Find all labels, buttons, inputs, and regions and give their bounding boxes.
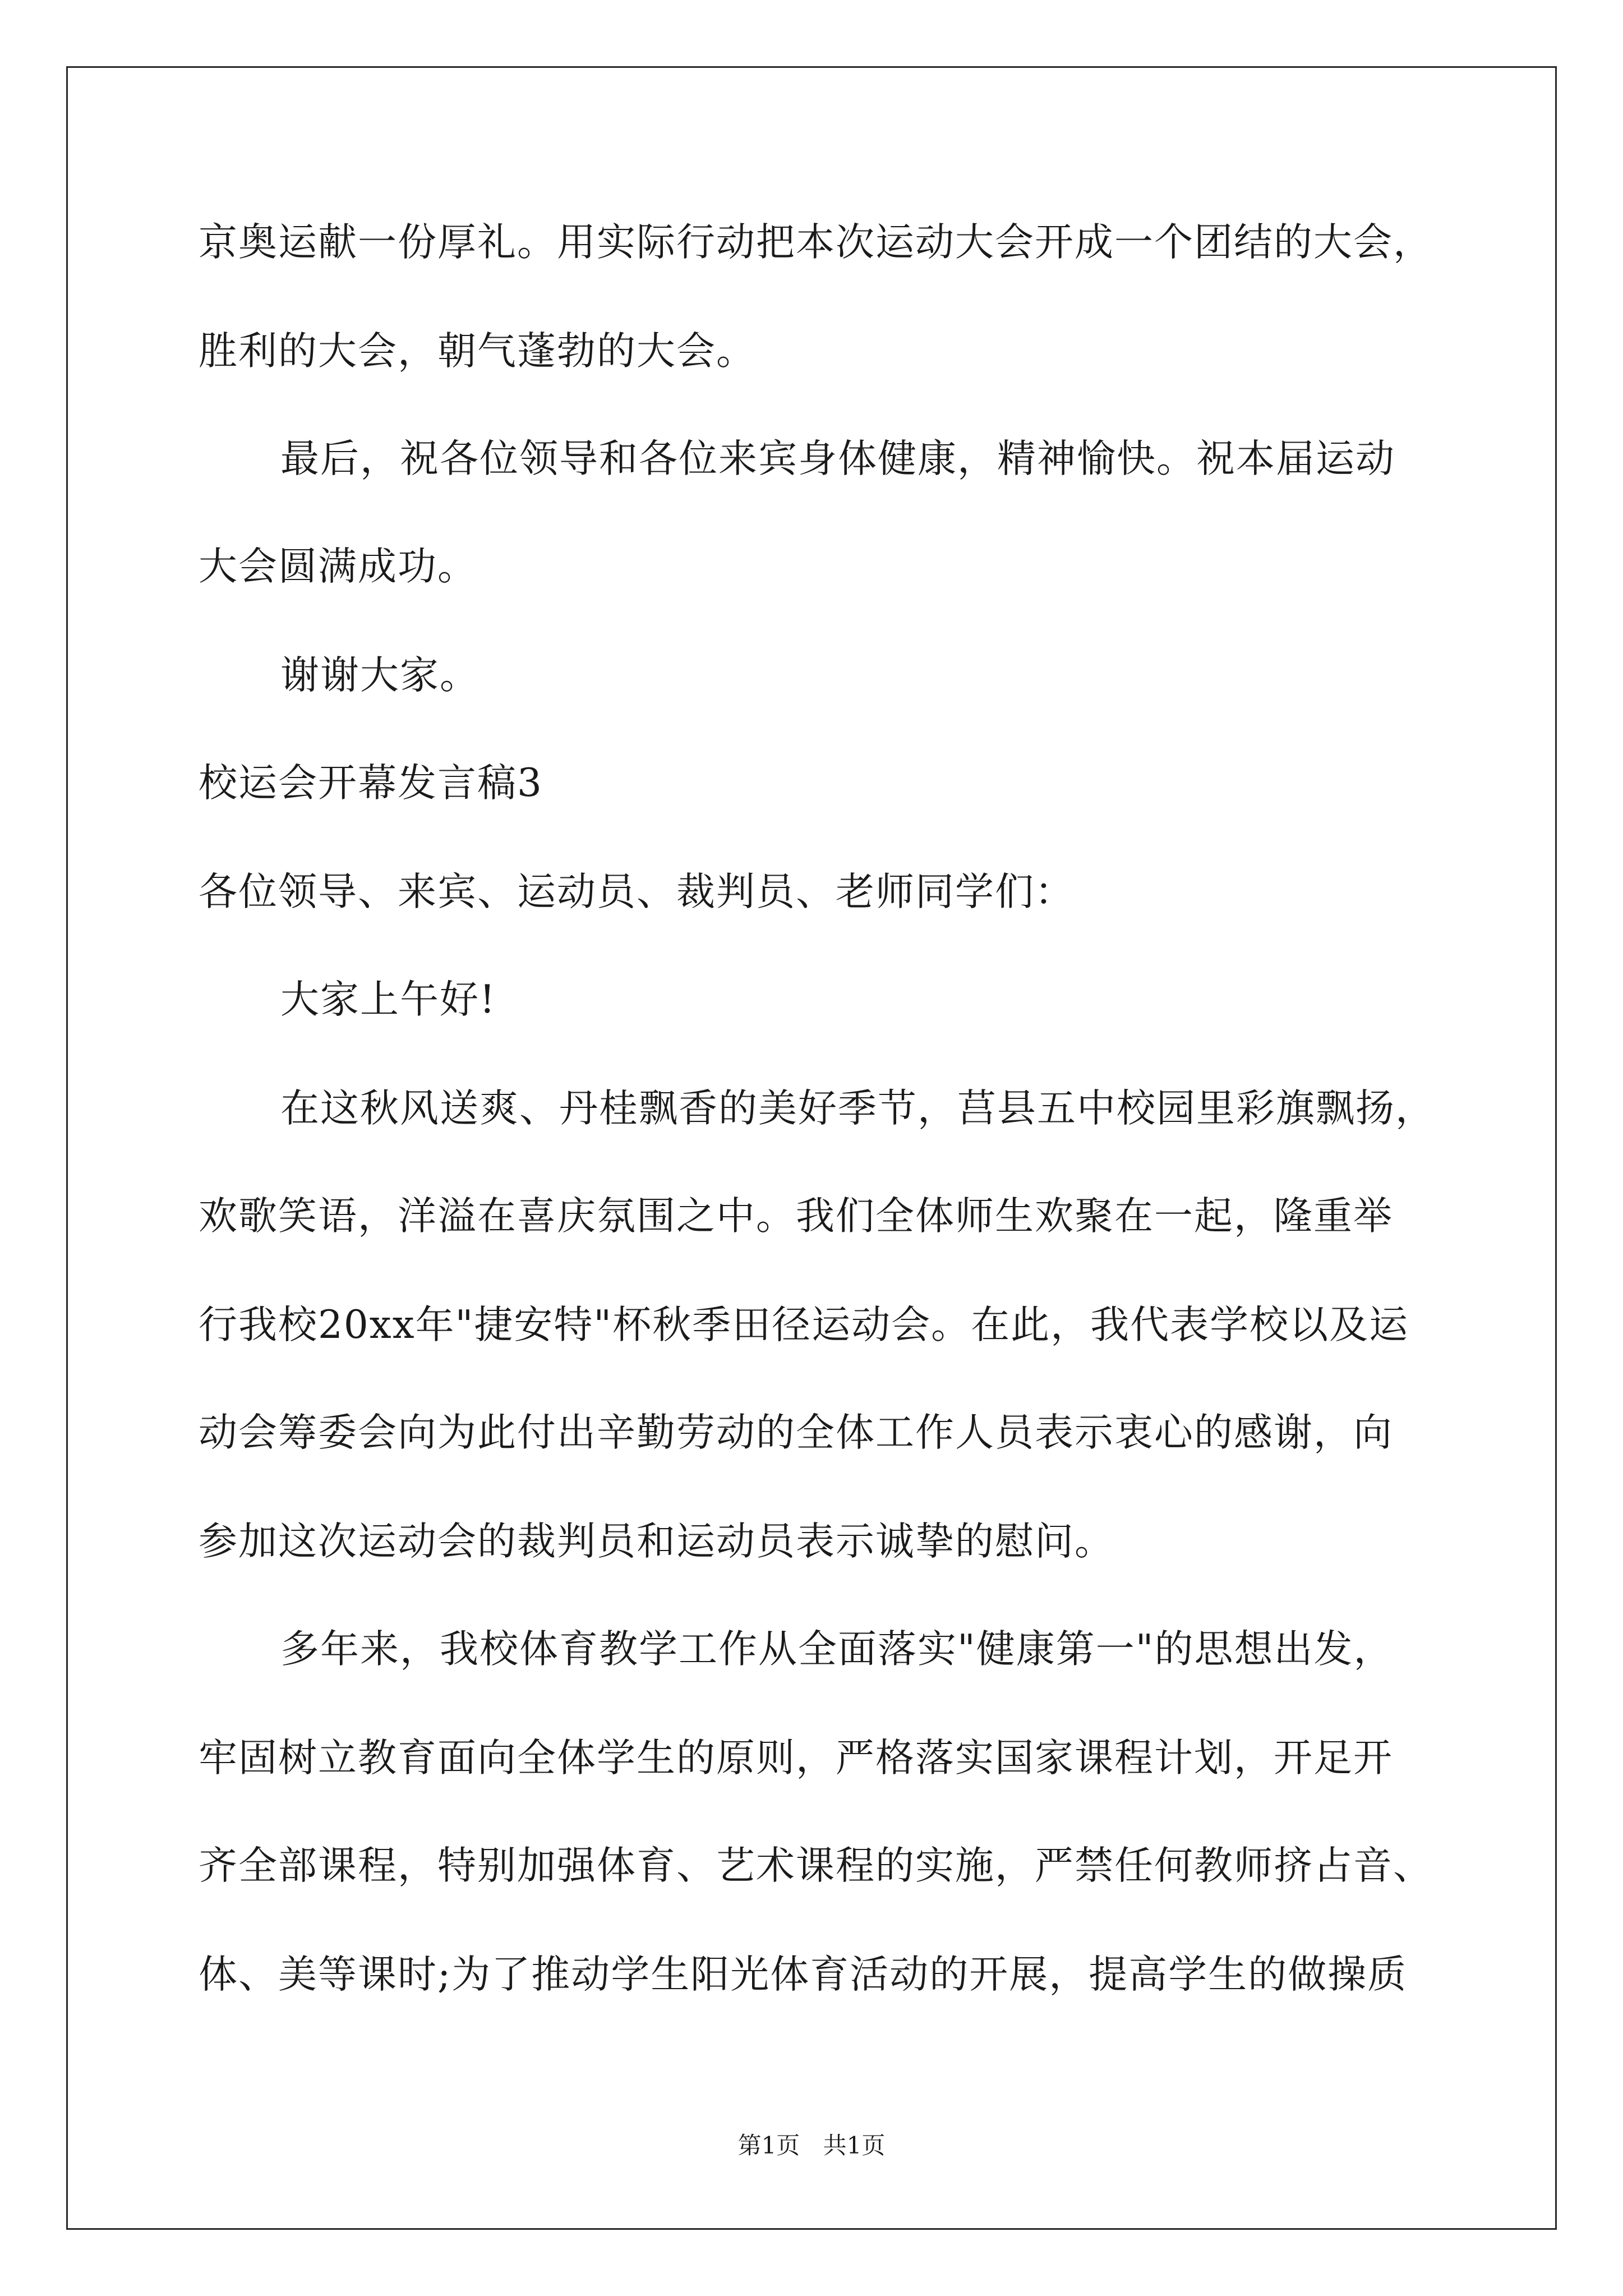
page-number: 第1页 xyxy=(737,2132,800,2159)
text-line: 行我校20xx年"捷安特"杯秋季田径运动会。在此，我代表学校以及运 xyxy=(199,1303,1409,1347)
page-total: 共1页 xyxy=(823,2132,886,2159)
text-line: 最后，祝各位领导和各位来宾身体健康，精神愉快。祝本届运动 xyxy=(280,436,1395,481)
section-heading: 校运会开幕发言稿3 xyxy=(199,761,543,806)
text-line: 京奥运献一份厚礼。用实际行动把本次运动大会开成一个团结的大会， xyxy=(199,220,1433,265)
text-line: 牢固树立教育面向全体学生的原则，严格落实国家课程计划，开足开 xyxy=(199,1736,1393,1780)
salutation: 各位领导、来宾、运动员、裁判员、老师同学们： xyxy=(199,869,1075,914)
text-line: 胜利的大会，朝气蓬勃的大会。 xyxy=(199,329,756,374)
greeting: 大家上午好! xyxy=(280,977,496,1022)
text-line: 谢谢大家。 xyxy=(280,653,479,698)
text-line: 欢歌笑语，洋溢在喜庆氛围之中。我们全体师生欢聚在一起，隆重举 xyxy=(199,1194,1393,1239)
text-line: 在这秋风送爽、丹桂飘香的美好季节，莒县五中校园里彩旗飘扬， xyxy=(280,1086,1435,1131)
text-line: 动会筹委会向为此付出辛勤劳动的全体工作人员表示衷心的感谢，向 xyxy=(199,1410,1393,1455)
text-line: 大会圆满成功。 xyxy=(199,544,477,589)
page-border xyxy=(66,66,1557,2230)
text-line: 体、美等课时;为了推动学生阳光体育活动的开展，提高学生的做操质 xyxy=(199,1952,1408,1997)
text-line: 齐全部课程，特别加强体育、艺术课程的实施，严禁任何教师挤占音、 xyxy=(199,1843,1433,1888)
text-line: 参加这次运动会的裁判员和运动员表示诚挚的慰问。 xyxy=(199,1519,1114,1564)
page-footer xyxy=(0,2129,1623,2162)
text-line: 多年来，我校体育教学工作从全面落实"健康第一"的思想出发， xyxy=(280,1627,1394,1672)
